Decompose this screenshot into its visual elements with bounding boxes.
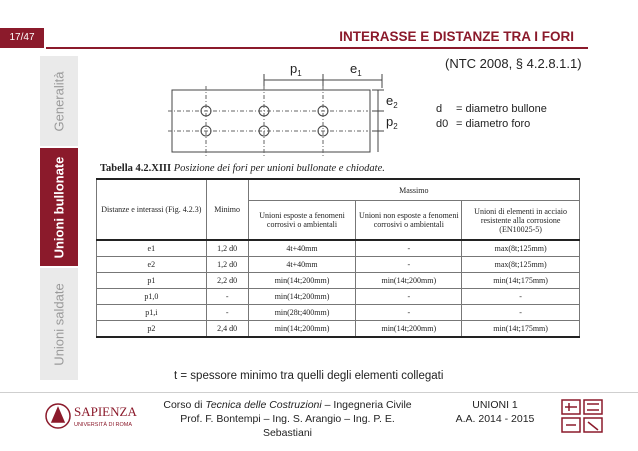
bolt-hole-diagram	[168, 58, 408, 164]
hole-spacing-table	[96, 178, 580, 338]
label-p2: p	[386, 114, 394, 129]
table-row: p1,0 - min(14t;200mm) - -	[97, 289, 580, 305]
unit-title: UNIONI 1	[472, 399, 518, 411]
table-row: p1,i - min(28t;400mm) - -	[97, 305, 580, 321]
sidebar-tab-unioni-saldate[interactable]	[40, 268, 78, 380]
legend-item	[436, 118, 530, 130]
university-sub: UNIVERSITÀ DI ROMA	[74, 422, 133, 428]
department-logo-icon	[560, 398, 606, 434]
label-e1: e	[350, 61, 358, 76]
header-minimum: Minimo	[206, 179, 248, 240]
legend-symbol: d0	[436, 118, 449, 130]
page-number: 17/47	[0, 28, 44, 48]
legend-symbol: d	[436, 103, 443, 115]
sidebar-tab-label: Unioni saldate	[51, 282, 67, 366]
svg-text:p1: $p_1$	[290, 61, 302, 78]
page-title: INTERASSE E DISTANZE TRA I FORI	[339, 29, 574, 44]
label-p1: p	[290, 61, 298, 76]
header-maximum: Massimo	[248, 179, 579, 201]
sidebar-tab-label: Generalità	[51, 71, 67, 131]
header-exposed: Unioni esposte a fenomeni corrosivi o ambientali	[248, 201, 356, 241]
legend-text: = diametro foro	[456, 118, 531, 130]
svg-text:p2: $p_2$	[386, 114, 398, 131]
table-row: e2 1,2 d0 4t+40mm - max(8t;125mm)	[97, 257, 580, 273]
label-e2: e	[386, 93, 394, 108]
unit-info	[440, 398, 550, 426]
table-caption: Tabella 4.2.XIII Posizione dei fori per unioni bullonate e chiodate.	[100, 163, 385, 174]
svg-text:e1: $e_1$	[350, 61, 362, 78]
sidebar	[0, 0, 82, 451]
university-name: SAPIENZA	[74, 404, 137, 419]
header-not-exposed: Unioni non esposte a fenomeni corrosivi o ambientali	[356, 201, 462, 241]
sapienza-seal-icon	[46, 404, 70, 428]
table-row: p1 2,2 d0 min(14t;200mm) min(14t;200mm) min(14t;175mm)	[97, 273, 580, 289]
table-row: e1 1,2 d0 4t+40mm - max(8t;125mm)	[97, 240, 580, 257]
title-divider	[46, 47, 588, 49]
course-info: Corso di Tecnica delle Costruzioni – Ingegneria Civile Prof. F. Bontempi – Ing. S. Arangio – Ing. P. E. Sebastiani	[160, 398, 415, 440]
sidebar-tab-unioni-bullonate[interactable]	[40, 148, 78, 266]
table-row: p2 2,4 d0 min(14t;200mm) min(14t;200mm) min(14t;175mm)	[97, 321, 580, 338]
plate-outline	[172, 90, 370, 152]
norm-reference: (NTC 2008, § 4.2.8.1.1)	[445, 56, 582, 71]
professors: Prof. F. Bontempi – Ing. S. Arangio – Ing. P. E. Sebastiani	[180, 413, 395, 439]
sidebar-tab-generalita[interactable]	[40, 56, 78, 146]
footer-divider	[0, 392, 638, 393]
legend-item	[436, 103, 547, 115]
header-corrosion-resistant: Unioni di elementi in acciaio resistente alla corrosione (EN10025-5)	[462, 201, 580, 241]
sidebar-tab-label: Unioni bullonate	[51, 156, 67, 258]
svg-text:e2: $e_2$	[386, 93, 398, 110]
footnote: t = spessore minimo tra quelli degli elementi collegati	[174, 370, 444, 382]
legend-text: = diametro bullone	[456, 103, 547, 115]
sapienza-logo	[44, 398, 148, 434]
academic-year: A.A. 2014 - 2015	[455, 413, 535, 425]
header-distances: Distanze e interassi (Fig. 4.2.3)	[97, 179, 207, 240]
